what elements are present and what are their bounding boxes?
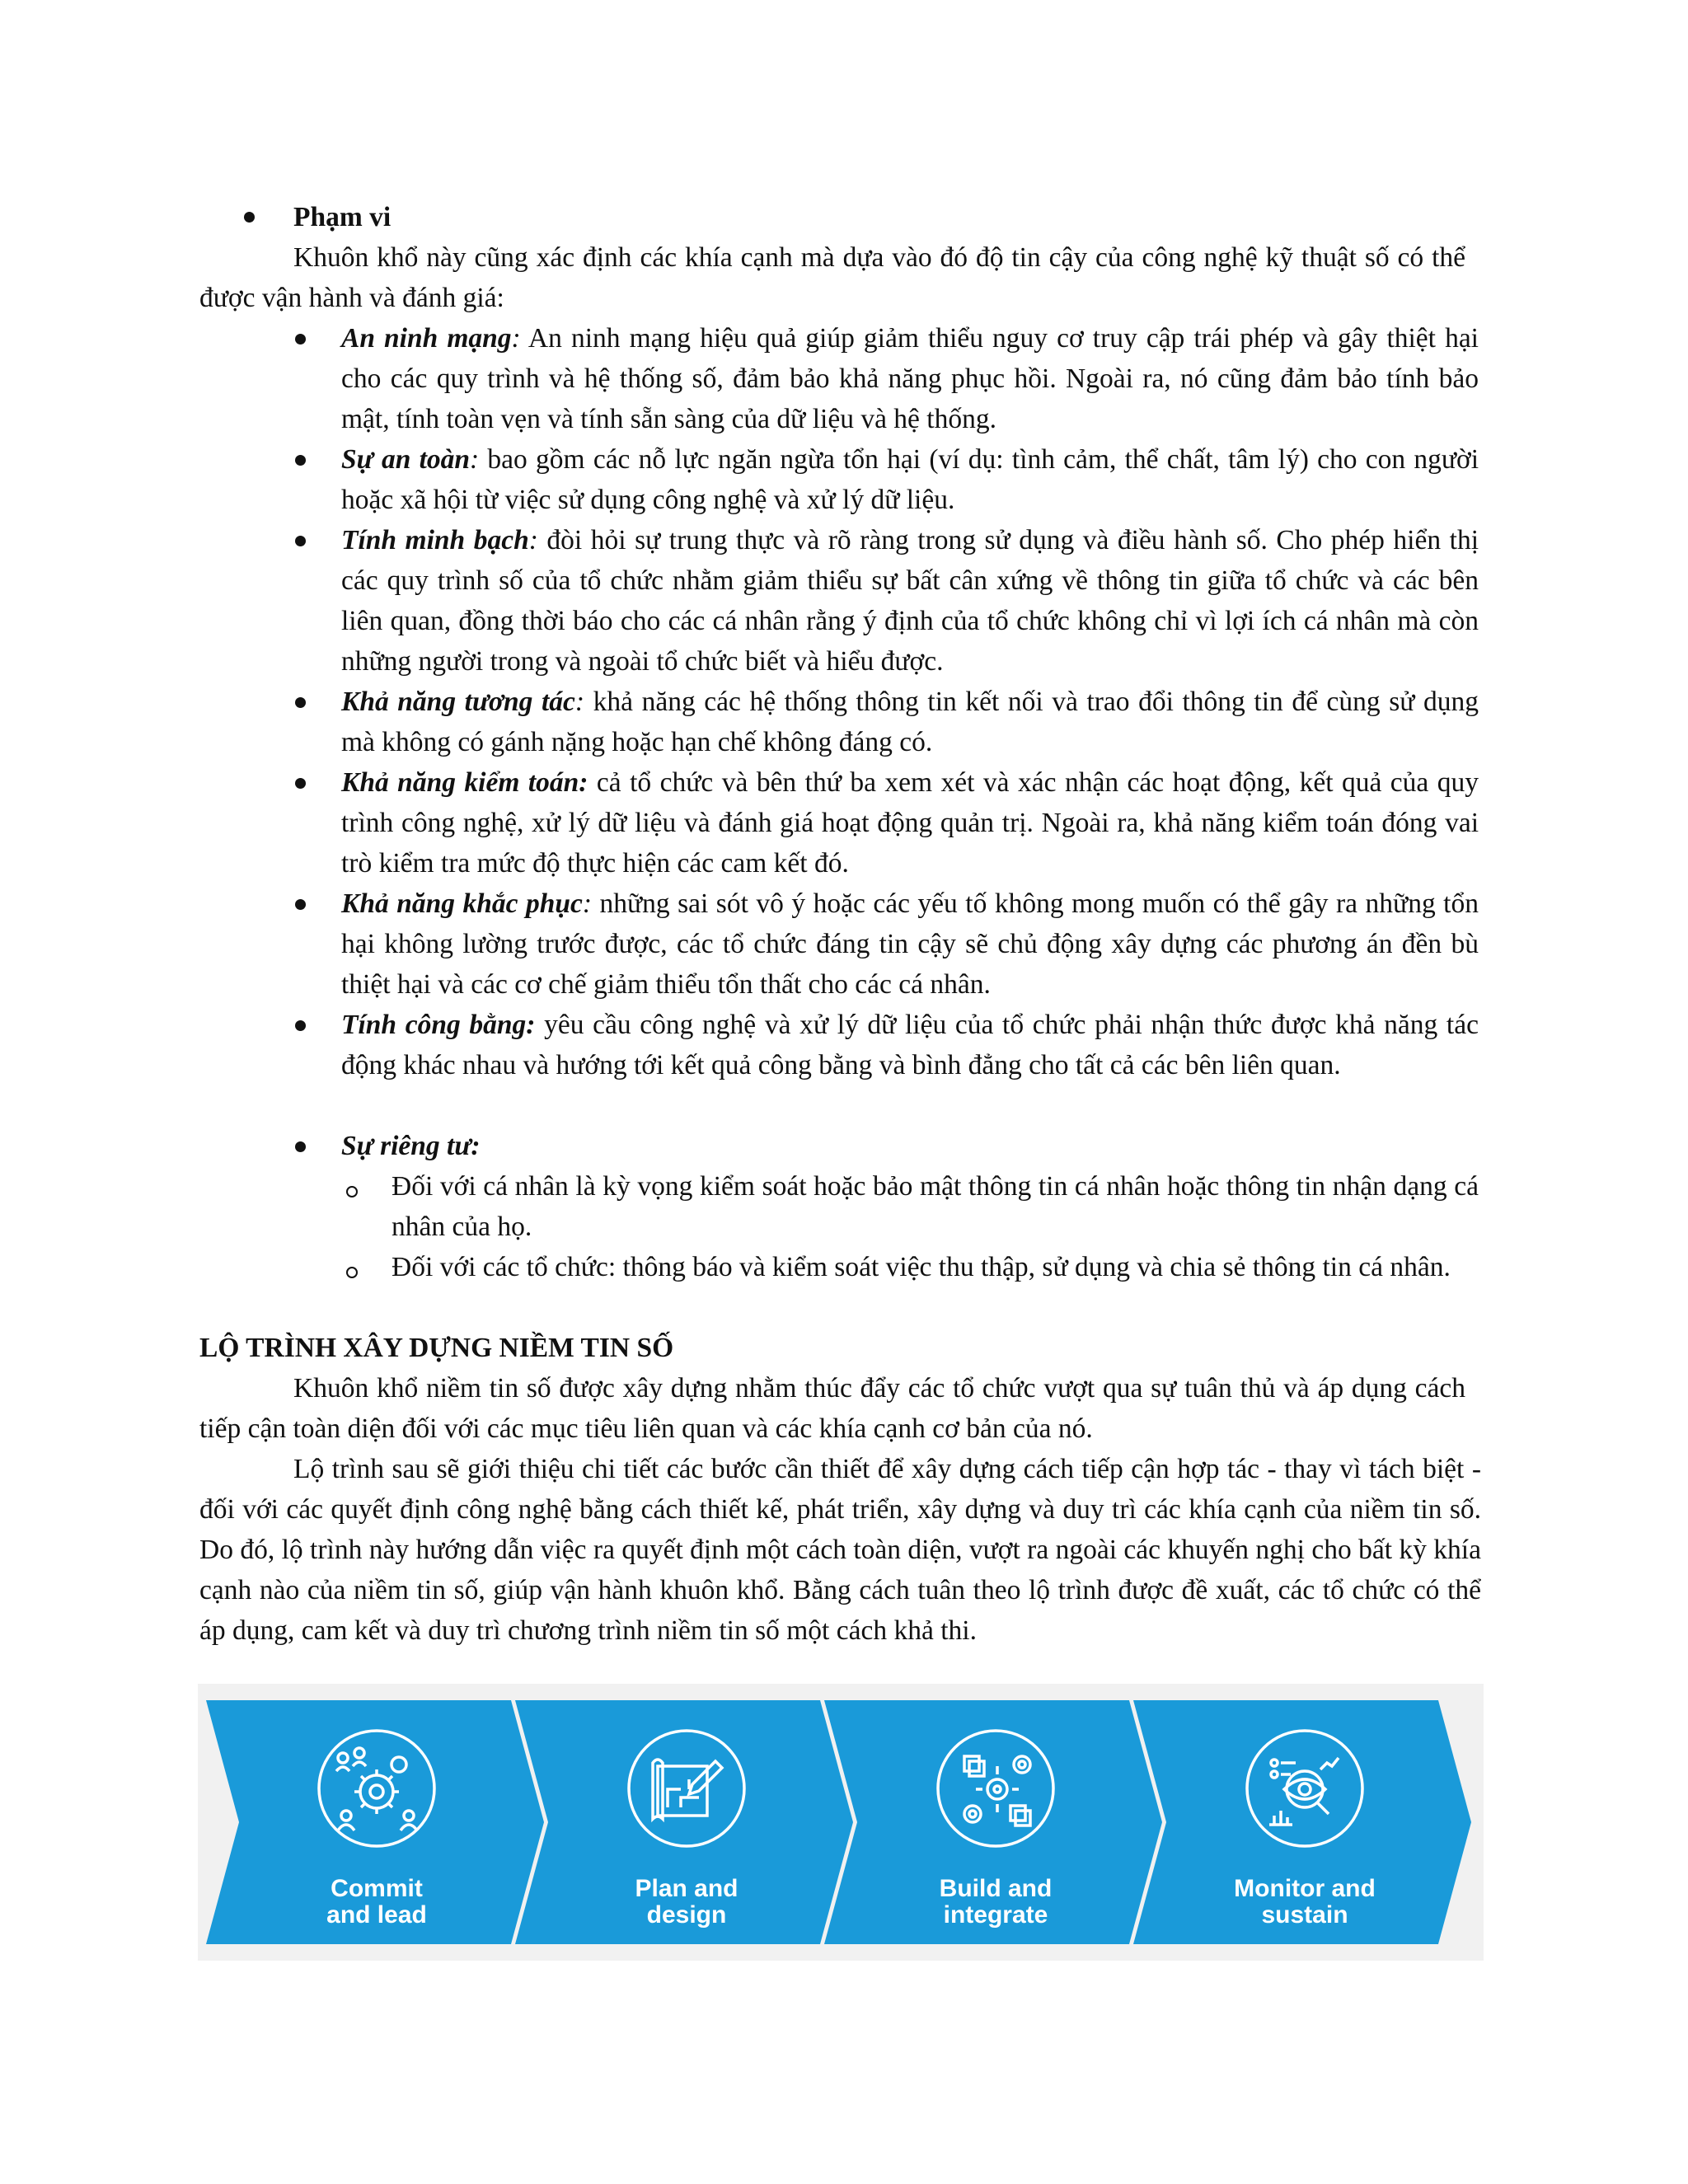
scope-item-cybersecurity [341,318,1479,439]
bullet-icon [295,1141,306,1152]
privacy-sub-item: Đối với cá nhân là kỳ vọng kiểm soát hoặc bảo mật thông tin cá nhân hoặc thông tin nhận dạng cá nhân của họ. [392,1171,1479,1242]
bullet-icon [295,778,306,789]
section-heading: LỘ TRÌNH XÂY DỰNG NIỀM TIN SỐ [199,1333,674,1363]
roadmap-paragraph-2: Lộ trình sau sẽ giới thiệu chi tiết các bước cần thiết để xây dựng cách tiếp cận hợp tác - thay vì tách biệt - đối với các quyết định công nghệ bằng cách thiết kế, phát triển, xây dựng và duy trì các khía cạnh của niềm tin số. Do đó, lộ trình này hướng dẫn việc ra quyết định một cách toàn diện, vượt ra ngoài các khuyến nghị cho bất kỳ khía cạnh nào của niềm tin số, giúp vận hành khuôn khổ. Bằng cách tuân theo lộ trình được đề xuất, các tổ chức có thể áp dụng, cam kết và duy trì chương trình niềm tin số một cách khả thi. [199,1454,1481,1646]
term-colon: : [574,687,585,717]
sub-bullet-icon [346,1186,358,1197]
term-colon: : [528,525,538,555]
bullet-icon [295,899,306,910]
scope-item-privacy [341,1126,1479,1166]
term: Tính công bằng: [341,1010,536,1040]
term: Khả năng kiểm toán: [341,767,588,798]
roadmap-step-3-label [889,1876,1103,1929]
term-description: An ninh mạng hiệu quả giúp giảm thiểu nguy cơ truy cập trái phép và gây thiệt hại cho các quy trình và hệ thống số, đảm bảo khả năng phục hồi. Ngoài ra, nó cũng đảm bảo tính bảo mật, tính toàn vẹn và tính sẵn sàng của dữ liệu và hệ thống. [341,323,1479,434]
step-label-line: Build and [939,1875,1053,1902]
scope-heading: Phạm vi [293,202,392,232]
bullet-icon [295,536,306,546]
scope-item-fairness [341,1005,1479,1085]
privacy-sub-item: Đối với các tổ chức: thông báo và kiểm soát việc thu thập, sử dụng và chia sẻ thông tin cá nhân. [392,1252,1451,1282]
roadmap-diagram [198,1684,1484,1961]
term-description: cả tổ chức và bên thứ ba xem xét và xác nhận các hoạt động, kết quả của quy trình công nghệ, xử lý dữ liệu và đánh giá hoạt động quản trị. Ngoài ra, khả năng kiểm toán đóng vai trò kiểm tra mức độ thực hiện các cam kết đó. [341,767,1479,879]
scope-intro: Khuôn khổ này cũng xác định các khía cạnh mà dựa vào đó độ tin cậy của công nghệ kỹ thuật số có thể được vận hành và đánh giá: [199,242,1465,313]
bullet-icon [244,212,255,223]
term-description: những sai sót vô ý hoặc các yếu tố không mong muốn có thể gây ra những tổn hại không lường trước được, các tổ chức đáng tin cậy sẽ chủ động xây dựng các phương án đền bù thiệt hại và các cơ chế giảm thiểu tổn thất cho các cá nhân. [341,888,1479,1000]
step-label-line: Commit [331,1875,423,1902]
bullet-icon [295,334,306,344]
term: Tính minh bạch [341,525,529,555]
step-label-line: integrate [943,1901,1048,1929]
step-label-line: Monitor and [1234,1875,1376,1902]
step-label-line: design [646,1901,727,1929]
bullet-icon [295,1020,306,1031]
term-colon: : [582,888,592,919]
bullet-icon [295,455,306,466]
roadmap-step-1-label [270,1876,484,1929]
step-label-line: and lead [326,1901,427,1929]
term: Sự an toàn [341,444,471,475]
step-label-line: Plan and [635,1875,738,1902]
scope-item-safety [341,439,1479,520]
roadmap-paragraph-1: Khuôn khổ niềm tin số được xây dựng nhằm thúc đẩy các tổ chức vượt qua sự tuân thủ và áp dụng cách tiếp cận toàn diện đối với các mục tiêu liên quan và các khía cạnh cơ bản của nó. [199,1373,1465,1444]
term: Khả năng tương tác [341,687,575,717]
term-description: yêu cầu công nghệ và xử lý dữ liệu của tổ chức phải nhận thức được khả năng tác động khác nhau và hướng tới kết quả công bằng và bình đẳng cho tất cả các bên liên quan. [341,1010,1479,1080]
term: An ninh mạng [341,323,512,354]
roadmap-step-2-label [579,1876,794,1929]
term-colon: : [511,323,521,354]
step-label-line: sustain [1261,1901,1348,1929]
bullet-icon [295,697,306,708]
sub-bullet-icon [346,1267,358,1278]
scope-item-auditability [341,762,1479,883]
scope-item-redressability [341,883,1479,1005]
term-description: bao gồm các nỗ lực ngăn ngừa tổn hại (ví dụ: tình cảm, thể chất, tâm lý) cho con người hoặc xã hội từ việc sử dụng công nghệ và xử lý dữ liệu. [341,444,1479,515]
scope-item-transparency [341,520,1479,682]
scope-item-interoperability [341,682,1479,762]
term: Sự riêng tư: [341,1131,481,1161]
term-description: đòi hỏi sự trung thực và rõ ràng trong sử dụng và điều hành số. Cho phép hiển thị các quy trình số của tổ chức nhằm giảm thiểu sự bất cân xứng về thông tin giữa tổ chức và các bên liên quan, đồng thời báo cho các cá nhân rằng ý định của tổ chức không chỉ vì lợi ích cá nhân mà còn những người trong và ngoài tổ chức biết và hiểu được. [341,525,1479,677]
roadmap-step-4-label [1198,1876,1412,1929]
term-description: khả năng các hệ thống thông tin kết nối và trao đổi thông tin để cùng sử dụng mà không có gánh nặng hoặc hạn chế không đáng có. [341,687,1479,757]
term-colon: : [470,444,480,475]
term: Khả năng khắc phục [341,888,583,919]
